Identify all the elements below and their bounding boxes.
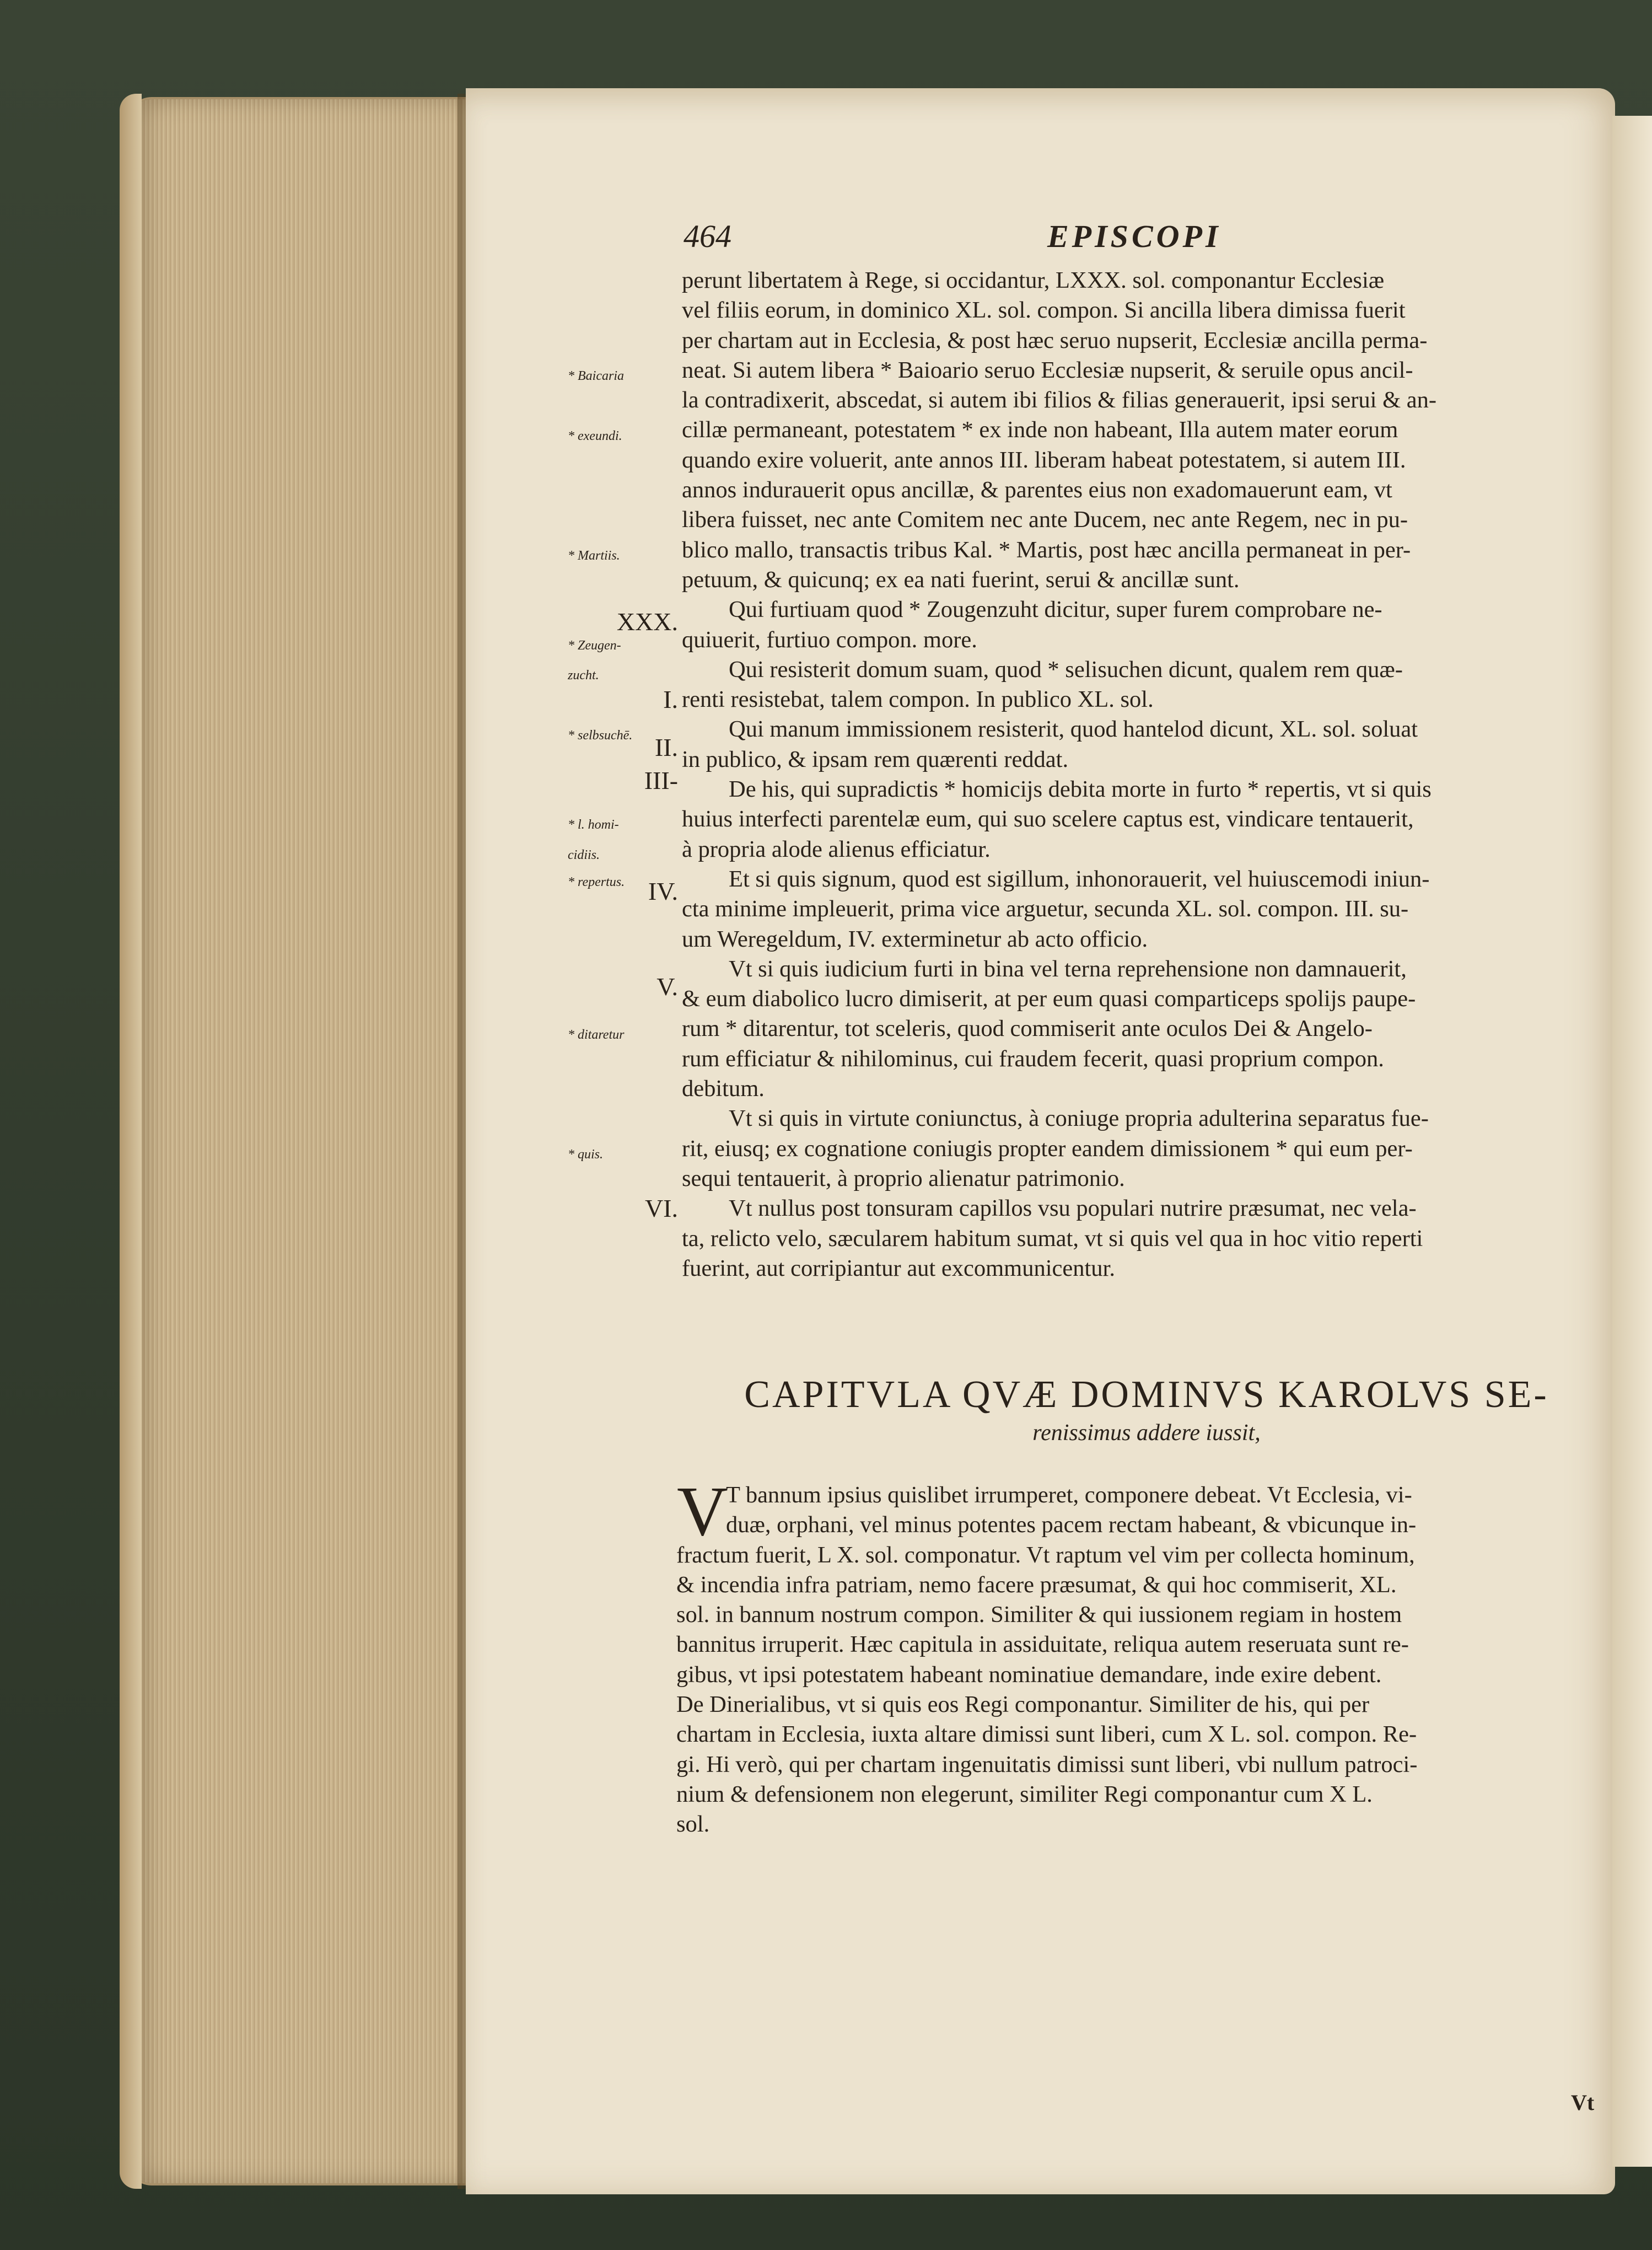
- margin-note: * Martiis.: [568, 548, 620, 563]
- text-line: renti resistebat, talem compon. In publico XL. sol.: [682, 686, 1154, 713]
- margin-note: * repertus.: [568, 874, 625, 889]
- margin-note: * Baicaria: [568, 368, 624, 383]
- text-line: à propria alode alienus efficiatur.: [682, 836, 991, 862]
- drop-cap: V: [677, 1472, 728, 1550]
- text-line: per chartam aut in Ecclesia, & post hæc seruo nupserit, Ecclesiæ ancilla perma-: [682, 327, 1428, 353]
- text-line: debitum.: [682, 1076, 765, 1102]
- chapter-line: fractum fuerit, L X. sol. componatur. Vt raptum vel vim per collecta hominum,: [676, 1542, 1415, 1568]
- margin-note: * ditaretur: [568, 1027, 625, 1042]
- margin-note: cidiis.: [568, 847, 600, 862]
- margin-note: zucht.: [568, 668, 599, 683]
- text-line: Qui resisterit domum suam, quod * selisuchen dicunt, qualem rem quæ-: [729, 656, 1403, 683]
- text-line: annos indurauerit opus ancillæ, & parentes eius non exadomauerunt eam, vt: [682, 477, 1392, 503]
- text-line: cta minime impleuerit, prima vice arguetur, secunda XL. sol. compon. III. su-: [682, 896, 1409, 922]
- text-line: sequi tentauerit, à proprio alienatur patrimonio.: [682, 1165, 1125, 1191]
- margin-note: * Zeugen-: [568, 638, 621, 653]
- chapter-line: duæ, orphani, vel minus potentes pacem rectam habeant, & vbicunque in-: [726, 1512, 1417, 1538]
- text-line: Vt nullus post tonsuram capillos vsu populari nutrire præsumat, nec vela-: [729, 1195, 1417, 1222]
- chapter-subtitle: renissimus addere iussit,: [1032, 1420, 1261, 1446]
- text-line: la contradixerit, abscedat, si autem ibi filios & filias generauerit, ipsi serui & an-: [682, 387, 1437, 414]
- text-line: & eum diabolico lucro dimiserit, at per eum quasi comparticeps spolijs paupe-: [682, 986, 1416, 1012]
- chapter-line: De Dinerialibus, vt si quis eos Regi componantur. Similiter de his, qui per: [676, 1691, 1370, 1718]
- section-number: XXX.: [616, 608, 678, 636]
- text-line: fuerint, aut corripiantur aut excommunicentur.: [682, 1255, 1115, 1281]
- text-line: blico mallo, transactis tribus Kal. * Martis, post hæc ancilla permaneat in per-: [682, 536, 1411, 563]
- section-number: V.: [657, 973, 678, 1001]
- text-line: quando exire voluerit, ante annos III. liberam habeat potestatem, si autem III.: [682, 447, 1406, 473]
- text-line: vel filiis eorum, in dominico XL. sol. compon. Si ancilla libera dimissa fuerit: [682, 297, 1406, 324]
- chapter-line: T bannum ipsius quislibet irrumperet, componere debeat. Vt Ecclesia, vi-: [726, 1482, 1412, 1508]
- text-line: um Weregeldum, IV. exterminetur ab acto officio.: [682, 926, 1148, 952]
- section-number: III-: [644, 766, 678, 794]
- chapter-line: gi. Hi verò, qui per chartam ingenuitatis dimissi sunt liberi, vbi nullum patroci-: [676, 1751, 1418, 1778]
- margin-note: * selbsuchē.: [568, 728, 633, 743]
- chapter-line: gibus, vt ipsi potestatem habeant nominatiue demandare, inde exire debent.: [676, 1661, 1382, 1688]
- text-line: in publico, & ipsam rem quærenti reddat.: [682, 746, 1069, 772]
- section-number: VI.: [644, 1194, 678, 1223]
- chapter-text-block: [676, 1472, 1602, 1840]
- text-line: petuum, & quicunq; ex ea nati fuerint, serui & ancillæ sunt.: [682, 566, 1240, 593]
- text-line: De his, qui supradictis * homicijs debita morte in furto * repertis, vt si quis: [729, 776, 1432, 803]
- chapter-line: sol. in bannum nostrum compon. Similiter & qui iussionem regiam in hostem: [676, 1602, 1402, 1628]
- text-line: ta, relicto velo, sæcularem habitum sumat, vt si quis vel qua in hoc vitio reperti: [682, 1225, 1423, 1252]
- margin-note: * l. homi-: [568, 818, 619, 833]
- text-line: Vt si quis iudicium furti in bina vel terna reprehensione non damnauerit,: [729, 955, 1407, 982]
- text-line: rum efficiatur & nihilominus, cui fraudem fecerit, quasi proprium compon.: [682, 1045, 1384, 1072]
- chapter-heading: [717, 1373, 1576, 1448]
- text-line: rum * ditarentur, tot sceleris, quod commiserit ante oculos Dei & Angelo-: [682, 1016, 1373, 1042]
- page-number: 464: [684, 218, 731, 254]
- margin-note: * exeundi.: [568, 428, 622, 443]
- chapter-line: nium & defensionem non elegerunt, similiter Regi componantur cum X L.: [676, 1781, 1373, 1807]
- text-line: Vt si quis in virtute coniunctus, à coniuge propria adulterina separatus fue-: [729, 1105, 1429, 1132]
- text-line: huius interfecti parentelæ eum, qui suo scelere captus est, vindicare tentauerit,: [682, 806, 1414, 833]
- text-line: Qui furtiuam quod * Zougenzuht dicitur, super furem comprobare ne-: [729, 597, 1382, 623]
- catchword: Vt: [1571, 2090, 1595, 2115]
- margin-note: * quis.: [568, 1147, 604, 1162]
- main-text-block: [682, 266, 1608, 1284]
- text-line: quiuerit, furtiuo compon. more.: [682, 626, 977, 653]
- text-line: perunt libertatem à Rege, si occidantur, LXXX. sol. componantur Ecclesiæ: [682, 267, 1385, 293]
- section-number: I.: [663, 685, 678, 714]
- text-line: rit, eiusq; ex cognatione coniugis propter eandem dimissionem * qui eum per-: [682, 1135, 1413, 1162]
- section-number: IV.: [648, 877, 678, 905]
- chapter-title: CAPITVLA QVÆ DOMINVS KAROLVS SE-: [744, 1373, 1549, 1416]
- text-line: neat. Si autem libera * Baioario seruo Ecclesiæ nupserit, & seruile opus ancil-: [682, 357, 1413, 383]
- chapter-line: chartam in Ecclesia, iuxta altare dimissi sunt liberi, cum X L. sol. compon. Re-: [676, 1721, 1417, 1748]
- chapter-line: & incendia infra patriam, nemo facere præsumat, & qui hoc commiserit, XL.: [676, 1571, 1397, 1598]
- text-line: libera fuisset, nec ante Comitem nec ante Ducem, nec ante Regem, nec in pu-: [682, 507, 1408, 533]
- chapter-line: sol.: [676, 1811, 710, 1838]
- running-head: [684, 218, 1588, 256]
- running-title: EPISCOPI: [1047, 218, 1221, 254]
- text-line: Et si quis signum, quod est sigillum, inhonorauerit, vel huiuscemodi iniun-: [729, 866, 1430, 892]
- text-line: cillæ permaneant, potestatem * ex inde non habeant, Illa autem mater eorum: [682, 417, 1398, 443]
- chapter-line: bannitus irruperit. Hæc capitula in assiduitate, reliqua autem reseruata sunt re-: [676, 1631, 1409, 1658]
- text-line: Qui manum immissionem resisterit, quod hantelod dicunt, XL. sol. soluat: [729, 716, 1418, 743]
- section-number: II.: [654, 733, 678, 762]
